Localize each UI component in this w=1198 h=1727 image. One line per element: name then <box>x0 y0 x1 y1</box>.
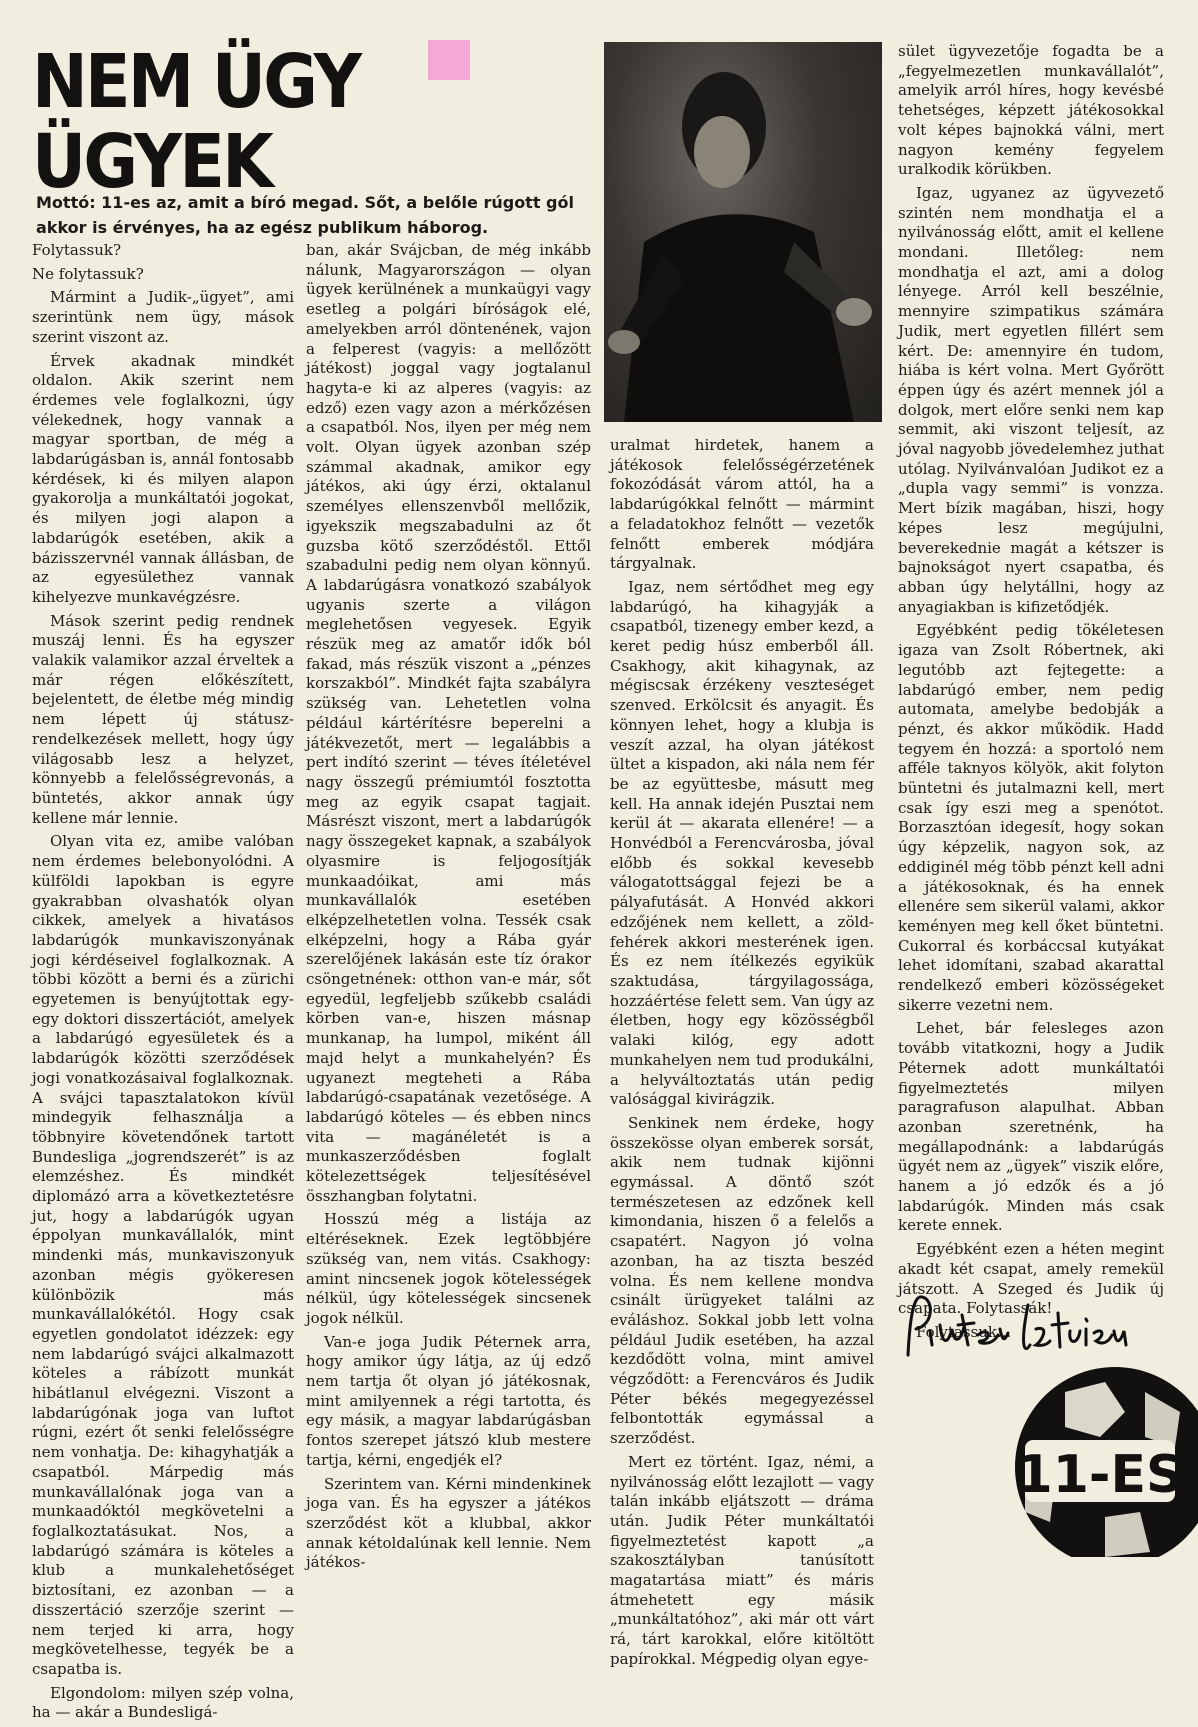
motto: Mottó: 11-es az, amit a bíró megad. Sőt, a belőle rúgott gól akkor is érvényes, ha az egész publikum háborog. <box>36 193 574 237</box>
paragraph: Van-e joga Judik Péternek arra, hogy amikor úgy látja, az új edző nem tartja őt olyan jó játékosnak, mint amilyennek a régi tartotta, és egy másik, a magyar labdarúgásban fontos szerepet játszó klub mestere tartja, kérni, engedjék el? <box>306 1332 591 1469</box>
paragraph: Elgondolom: milyen szép volna, ha — akár a Bundesligá- <box>32 1683 294 1722</box>
paragraph: Senkinek nem érdeke, hogy összekösse olyan emberek sorsát, akik nem tudnak kijönni egymással. A döntő szót természetesen az edzőnek kell kimondania, hiszen ő a felelős a csapatért. Nagyon jó volna azonban, ha az tiszta beszéd volna. És nem kellene mondva csinált ürügyeket találni az eváláshoz. Sokkal jobb lett volna például Judik esetében, ha azzal kezdődött volna, mint amivel végződött: a Ferencváros és Judik Péter békés megegyezéssel felbontották egymással a szerződést. <box>610 1113 874 1448</box>
logo-text: 11-ES <box>1016 1445 1184 1505</box>
paragraph: Folytassuk? <box>32 241 122 259</box>
paragraph: Igaz, ugyanez az ügyvezető szintén nem mondhatja el a nyilvánosság előtt, amit el kellene mondani. Illetőleg: nem mondhatja el azt, ami a dolog lényege. Arról kell beszélnie, mennyire szimpatikus számára Judik, mert egyetlen fillért sem kért. De: amennyire én tudom, hiába is kért volna. Mert Győrött éppen úgy és azért mennek jól a dolgok, mert előre senki nem kap semmit, aki viszont teljesít, az jóval nagyobb jövedelemhez juthat utólag. Nyilvánvalóan Judikot ez a „dupla vagy semmi” is vonzza. Mert bízik magában, hiszi, hogy képes lesz megújulni, beverekednie magát a kétszer is bajnokságot nyert csapatba, és abban úgy helytállni, hogy az anyagiakban is kifizetődjék. <box>898 183 1164 616</box>
paragraph: Mert ez történt. Igaz, némi, a nyilvánosság előtt lezajlott — vagy talán inkább eljátszott — dráma után. Judik Péter munkáltatói figyelmeztetést kapott „a szakosztályban tanúsított magatartása miatt” és máris átmehetett egy másik „munkáltatóhoz”, aki már ott várt rá, tárt karokkal, előre kitöltött papírokkal. Mégpedig olyan egye- <box>610 1452 874 1668</box>
paragraph: sület ügyvezetője fogadta be a „fegyelmezetlen munkavállalót”, amelyik arról híres, hogy kevésbé tehetséges, képzett játékosokkal volt képes bajnokká válni, mert nagyon kemény fegyelem uralkodik körükben. <box>898 42 1164 179</box>
paragraph: Lehet, bár felesleges azon tovább vitatkozni, hogy a Judik Péternek adott munkáltatói figyelmeztetés milyen paragrafuson alapulhat. Abban azonban szeretnénk, ha megállapodnánk: a labdarúgás ügyét nem az „ügyek” viszik előre, hanem a jó edzők és a jó labdarúgók. Minden más csak kerete ennek. <box>898 1019 1164 1235</box>
paragraph: Hosszú még a listája az eltéréseknek. Ezek legtöbbjére szükség van, nem vitás. Csakhogy: amint nincsenek jogok kötelességek nélkül, úgy kötelességek sincsenek jogok nélkül. <box>306 1210 591 1327</box>
paragraph: Mások szerint pedig rendnek muszáj lenni. És ha egyszer valakik valamikor azzal érveltek a már régen előkészített, bejelentett, de életbe még mindig nem lépett új státusz-rendelkezések mellett, hogy úgy világosabb lesz a helyzet, könnyebb a felelősségrevonás, a büntetés, akkor annak úgy kellene már lennie. <box>32 611 294 827</box>
paragraph: Igaz, nem sértődhet meg egy labdarúgó, ha kihagyják a csapatból, tizenegy ember kezd, a keret pedig húsz emberből áll. Csakhogy, akit kihagynak, az mégiscsak érzékeny veszteséget szenved. Erkölcsit és anyagit. És könnyen lehet, hogy a klubja is veszít azzal, ha olyan játékost ültet a kispadon, aki nála nem fér be az együttesbe, másutt meg kell. Ha annak idején Pusztai nem kerül át — akarata ellenére! — a Honvédból a Ferencvárosba, jóval előbb és sokkal kevesebb válogatottsággal fejezi be a pályafutását. A Honvéd akkori edzőjének nem kellett, a zöld-fehérek akkori mesterének igen. És ez nem ítélkezés egyikük szaktudása, tárgyilagossága, hozzáértése felett sem. Van úgy az életben, hogy egy közösségből valaki kilóg, egy adott munkahelyen nem tud produkálni, a helyváltoztatás után pedig valósággal kivirágzik. <box>610 577 874 1109</box>
paragraph: Ne folytassuk? <box>32 264 144 283</box>
paragraph: ban, akár Svájcban, de még inkább nálunk, Magyarországon — olyan ügyek kerülnének a munkaügyi vagy esetleg a polgári bíróságok elé, amelyekben arról döntenének, vajon a felperest (vagyis: a mellőzött játékost) joggal vagy jogtalanul hagyta-e ki az alperes (vagyis: az edző) ezen vagy azon a mérkőzésen a csapatból. Nos, ilyen per még nem volt. Olyan ügyek azonban szép számmal akadnak, amikor egy játékos, aki úgy érzi, oktalanul személyes ellenszenvből mellőzik, igyekszik megszabadulni az őt guzsba kötő szerződéstől. Ettől szabadulni pedig nem olyan könnyű. A labdarúgásra vonatkozó szabályok ugyanis szerte a világon meglehetősen vegyesek. Egyik részük meg az amatőr idők ból fakad, más részük viszont a „pénzes korszakból”. Mindkét fajta szabályra szükség van. Lehetetlen volna például kártérítésre beperelni a játékvezetőt, mert — legalábbis a pert indító szerint — téves ítéletével nagy összegű prémiumtól fosztotta meg az egyik csapat tagjait. Másrészt viszont, mert a labdarúgók nagy összegeket kapnak, a szabályok olyasmire is feljogosítják munkaadóikat, ami más munkavállalók esetében elképzelhetetlen volna. Tessék csak elképzelni, hogy a Rába gyár szerelőjének lakásán este tíz órakor csöngetnének: otthon van-e már, sőt egyedül, legfeljebb szűkebb családi körben van-e, hiszen másnap munkanap, ha lumpol, miként áll majd helyt a munkahelyén? És ugyanezt megteheti a Rába labdarúgó-csapatának vezetősége. A labdarúgó köteles — és ebben nincs vita — magánéletét is a munkaszerződésben foglalt kötelezettségek teljesítésével összhangban folytatni. <box>306 241 591 1205</box>
paragraph: uralmat hirdetek, hanem a játékosok felelősségérzetének fokozódását várom attól, ha a labdarúgókkal felnőtt — mármint a feladatokhoz felnőtt — vezetők felnőtt emberek módjára tárgyalnak. <box>610 436 874 573</box>
paragraph: Mármint a Judik-„ügyet”, ami szerintünk nem ügy, mások szerint viszont az. <box>32 288 294 346</box>
headline: NEM ÜGY ÜGYEK <box>32 39 360 205</box>
paragraph: Szerintem van. Kérni mindenkinek joga van. És ha egyszer a játékos szerződést köt a klubbal, akkor annak kétoldalúnak kell lennie. Nem játékos- <box>306 1474 591 1572</box>
paragraph: Egyébként ezen a héten megint akadt két csapat, amely remekül játszott. A Szeged és Judik új csapata. Folytassák! <box>898 1240 1164 1318</box>
player-silhouette-image <box>604 42 882 422</box>
article-column-4 <box>898 42 1164 1347</box>
eleven-es-logo <box>1005 1352 1198 1557</box>
football-player-photo <box>604 42 882 422</box>
paragraph: Olyan vita ez, amibe valóban nem érdemes belebonyolódni. A külföldi lapokban is egyre gyakrabban olvashatók olyan cikkek, amelyek a hivatásos labdarúgók munkaviszonyának jogi kérdéseivel foglalkoznak. A többi között a berni és a zürichi egyetemen is benyújtottak egy-egy doktori disszertációt, amelyek a labdarúgó egyesületek és a labdarúgók közötti szerződések jogi vonatkozásaival foglalkoznak. A svájci tapasztalatokon kívül mindegyik felhasználja a többnyire követendőnek tartott Bundesliga „jogrendszerét” is az elemzéshez. És mindkét diplomázó arra a következtetésre jut, hogy a labdarúgók ugyan éppolyan munkavállalók, mint mindenki más, munkaviszonyuk azonban mégis gyökeresen különbözik más munkavállalókétól. Hogy csak egyetlen gondolatot idézzek: egy nem labdarúgó svájci alkalmazott köteles a rábízott munkát hibátlanul elvégezni. Viszont a labdarúgónak joga van luftot rúgni, ezért őt senki felelősségre nem vonhatja. De: kihagyhatják a csapatból. Márpedig más munkavállalónak joga van a munkaadóktól megkövetelni a foglalkoztatásukat. Nos, a labdarúgó számára is köteles a klub a munkalehetőséget biztosítani, ez azonban — a disszertáció szerzője szerint — nem terjed ki arra, hogy megkövetelhesse, tegyék be a csapatba is. <box>32 832 294 1678</box>
article-column-2 <box>306 241 591 1577</box>
article-column-3 <box>610 436 874 1674</box>
paragraph: Folytassuk... <box>916 1323 1012 1341</box>
article-column-1 <box>32 241 294 1727</box>
paragraph: Érvek akadnak mindkét oldalon. Akik szerint nem érdemes vele foglalkozni, úgy vélekednek, hogy vannak a magyar sportban, de még a labdarúgásban is, annál fontosabb kérdések, ki és milyen alapon gyakorolja a munkáltatói jogokat, és milyen jogi alapon a labdarúgók esetében, akik a bázisszervnél vannak állásban, de az egyesülethez vannak kihelyezve munkavégzésre. <box>32 351 294 606</box>
paragraph: Egyébként pedig tökéletesen igaza van Zsolt Róbertnek, aki legutóbb azt fejtegette: a labdarúgó ember, nem pedig automata, amelybe bedobják a pénzt, és akkor működik. Hadd tegyem én hozzá: a sportoló nem afféle taknyos kölyök, akit folyton büntetni és jutalmazni kell, mert csak így eszi meg a spenótot. Borzasztóan idegesít, hogy sokan úgy képzelik, nagyon sok, az eddiginél még több pénzt kell adni a játékosoknak, és ha ennek ellenére sem sikerül valami, akkor keményen meg kell őket büntetni. Cukorral és korbáccsal kutyákat lehet idomítani, szabad akarattal rendelkező emberi közösségeket sikerre vezetni nem. <box>898 621 1164 1014</box>
